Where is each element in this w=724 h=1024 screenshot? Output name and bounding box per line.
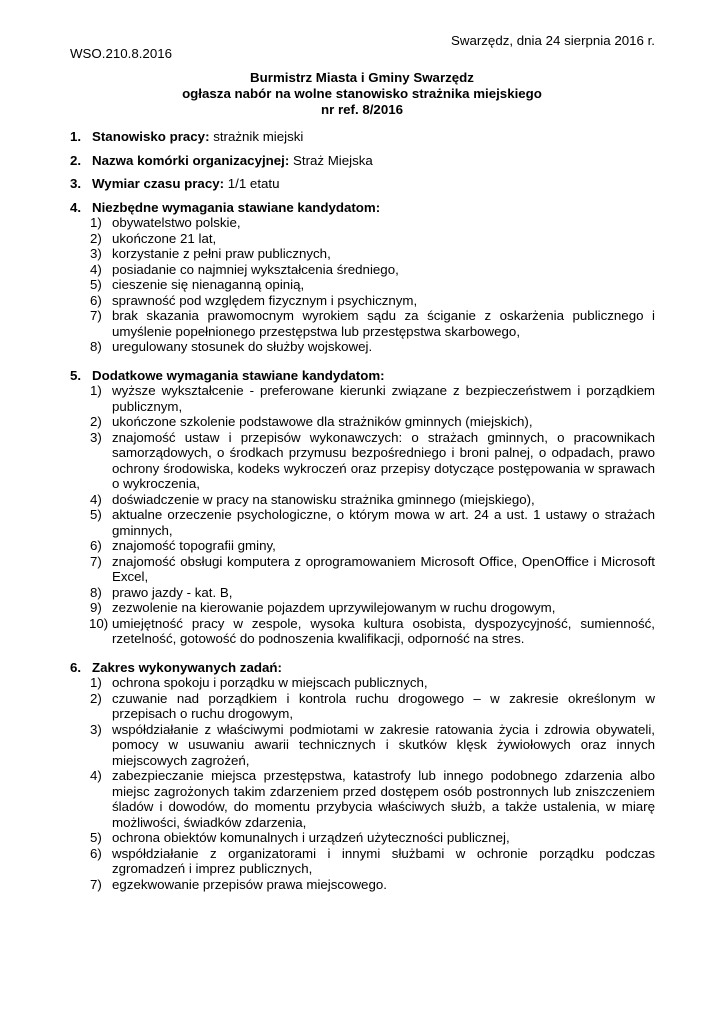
item-number: 6): [90, 538, 102, 553]
list-item: [70, 877, 655, 893]
section-value: 1/1 etatu: [224, 176, 280, 191]
item-text: uregulowany stosunek do służby wojskowej.: [112, 339, 373, 354]
section-label: Zakres wykonywanych zadań:: [92, 659, 282, 675]
item-text: ukończone 21 lat,: [112, 230, 217, 246]
item-number: 9): [90, 600, 102, 615]
item-number: 5): [90, 507, 102, 522]
item-text: zezwolenie na kierowanie pojazdem uprzywilejowanym w ruchu drogowym,: [112, 600, 556, 615]
section-label: Dodatkowe wymagania stawiane kandydatom:: [92, 367, 385, 383]
item-number: 5): [90, 277, 102, 292]
section-number: 5.: [70, 367, 82, 383]
reference-number: WSO.210.8.2016: [70, 46, 173, 61]
item-number: 7): [90, 876, 102, 892]
item-text: czuwanie nad porządkiem i kontrola ruchu drogowego – w zakresie określonym w przepisach o ruchu drogowym,: [112, 690, 655, 721]
item-text: umiejętność pracy w zespole, wysoka kultura osobista, dyspozycyjność, sumienność, rzetelność, gotowość do podnoszenia kwalifikacji, odporność na stres.: [112, 615, 655, 646]
list-item: [70, 616, 655, 647]
heading-line-2: ogłasza nabór na wolne stanowisko strażnika miejskiego: [182, 86, 542, 101]
item-text: zabezpieczanie miejsca przestępstwa, katastrofy lub innego podobnego zdarzenia albo miejsc zagrożonych takim zdarzeniem przed dostępem osób postronnych lub zniszczeniem śladów i dowodów, do momentu przybycia właściwych służb, a także ustalenia, w miarę możliwości, świadków zdarzenia,: [112, 768, 655, 830]
list-item: [70, 600, 655, 616]
list-item: [70, 293, 655, 309]
item-number: 1): [90, 215, 102, 230]
item-number: 8): [90, 584, 102, 600]
additional-list: [70, 383, 655, 647]
item-text: ochrona spokoju i porządku w miejscach publicznych,: [112, 675, 428, 690]
item-text: egzekwowanie przepisów prawa miejscowego.: [112, 876, 387, 892]
item-number: 1): [90, 675, 102, 690]
list-item: [70, 339, 655, 355]
item-number: 4): [90, 491, 102, 507]
item-text: sprawność pod względem fizycznym i psychicznym,: [112, 292, 418, 308]
document-body: [70, 129, 655, 892]
item-text: obywatelstwo polskie,: [112, 215, 241, 230]
list-item: [70, 768, 655, 830]
list-item: [70, 262, 655, 278]
list-item: [70, 675, 655, 691]
item-text: prawo jazdy - kat. B,: [112, 584, 233, 600]
item-number: 7): [90, 553, 102, 569]
item-text: znajomość ustaw i przepisów wykonawczych: o strażach gminnych, o pracownikach samorządowych, o środkach przymusu bezpośredniego i broni palnej, o odpadach, prawo ochrony środowiska, kodeks wykroczeń oraz przepisy dotyczące postępowania w sprawach o wykroczenia,: [112, 429, 655, 491]
section-value: strażnik miejski: [209, 129, 304, 144]
item-number: 6): [90, 845, 102, 861]
list-item: [70, 215, 655, 231]
list-item: [70, 414, 655, 430]
section-position: [70, 129, 655, 145]
section-required: [70, 200, 655, 216]
section-duties: [70, 660, 655, 676]
duties-list: [70, 675, 655, 892]
item-number: 3): [90, 721, 102, 737]
item-text: ukończone szkolenie podstawowe dla strażników gminnych (miejskich),: [112, 414, 533, 429]
list-item: [70, 492, 655, 508]
document-heading: [0, 70, 724, 118]
list-item: [70, 308, 655, 339]
item-text: aktualne orzeczenie psychologiczne, o którym mowa w art. 24 a ust. 1 ustawy o strażach gminnych,: [112, 507, 655, 538]
section-number: 1.: [70, 129, 82, 144]
item-text: brak skazania prawomocnym wyrokiem sądu za ściganie z oskarżenia publicznego i umyślenie popełnionego przestępstwa lub przestępstwa skarbowego,: [112, 308, 655, 339]
list-item: [70, 538, 655, 554]
item-number: 5): [90, 830, 102, 845]
list-item: [70, 231, 655, 247]
section-unit: [70, 153, 655, 169]
item-text: współdziałanie z organizatorami i innymi służbami w ochronie porządku podczas zgromadzeń i imprez publicznych,: [112, 845, 655, 876]
section-number: 2.: [70, 152, 82, 168]
item-number: 1): [90, 383, 102, 398]
section-working-time: [70, 176, 655, 192]
item-number: 7): [90, 308, 102, 323]
list-item: [70, 246, 655, 262]
item-number: 4): [90, 768, 102, 783]
item-text: znajomość obsługi komputera z oprogramowaniem Microsoft Office, OpenOffice i Microsoft Excel,: [112, 553, 655, 584]
list-item: [70, 383, 655, 414]
required-list: [70, 215, 655, 355]
place-and-date: Swarzędz, dnia 24 sierpnia 2016 r.: [450, 33, 655, 48]
section-label: Niezbędne wymagania stawiane kandydatom:: [92, 199, 381, 215]
item-text: korzystanie z pełni praw publicznych,: [112, 246, 331, 261]
section-label: Nazwa komórki organizacyjnej:: [92, 152, 290, 168]
item-text: cieszenie się nienaganną opinią,: [112, 277, 305, 292]
section-label: Wymiar czasu pracy:: [92, 176, 225, 191]
list-item: [70, 830, 655, 846]
list-item: [70, 585, 655, 601]
item-number: 2): [90, 414, 102, 429]
list-item: [70, 554, 655, 585]
list-item: [70, 277, 655, 293]
section-number: 3.: [70, 176, 82, 191]
item-number: 3): [90, 429, 102, 445]
section-value: Straż Miejska: [289, 152, 373, 168]
list-item: [70, 691, 655, 722]
list-item: [70, 430, 655, 492]
item-text: znajomość topografii gminy,: [112, 538, 276, 553]
item-number: 3): [90, 246, 102, 261]
item-text: wyższe wykształcenie - preferowane kierunki związane z bezpieczeństwem i porządkiem publicznym,: [112, 383, 655, 414]
list-item: [70, 846, 655, 877]
item-number: 4): [90, 261, 102, 277]
item-text: posiadanie co najmniej wykształcenia średniego,: [112, 261, 399, 277]
item-number: 10): [89, 615, 109, 631]
item-text: współdziałanie z właściwymi podmiotami w zakresie ratowania życia i zdrowia obywateli, pomocy w usuwaniu awarii technicznych i skutków klęsk żywiołowych oraz innych miejscowych zagrożeń,: [112, 721, 655, 768]
item-number: 8): [90, 339, 102, 354]
item-number: 6): [90, 292, 102, 308]
item-number: 2): [90, 690, 102, 706]
heading-line-3: nr ref. 8/2016: [320, 102, 404, 117]
section-additional: [70, 368, 655, 384]
section-label: Stanowisko pracy:: [92, 129, 210, 144]
item-number: 2): [90, 230, 102, 246]
section-number: 6.: [70, 659, 82, 675]
list-item: [70, 507, 655, 538]
item-text: ochrona obiektów komunalnych i urządzeń użyteczności publicznej,: [112, 830, 510, 845]
heading-line-1: Burmistrz Miasta i Gminy Swarzędz: [250, 70, 474, 85]
item-text: doświadczenie w pracy na stanowisku strażnika gminnego (miejskiego),: [112, 491, 535, 507]
list-item: [70, 722, 655, 769]
section-number: 4.: [70, 199, 82, 215]
